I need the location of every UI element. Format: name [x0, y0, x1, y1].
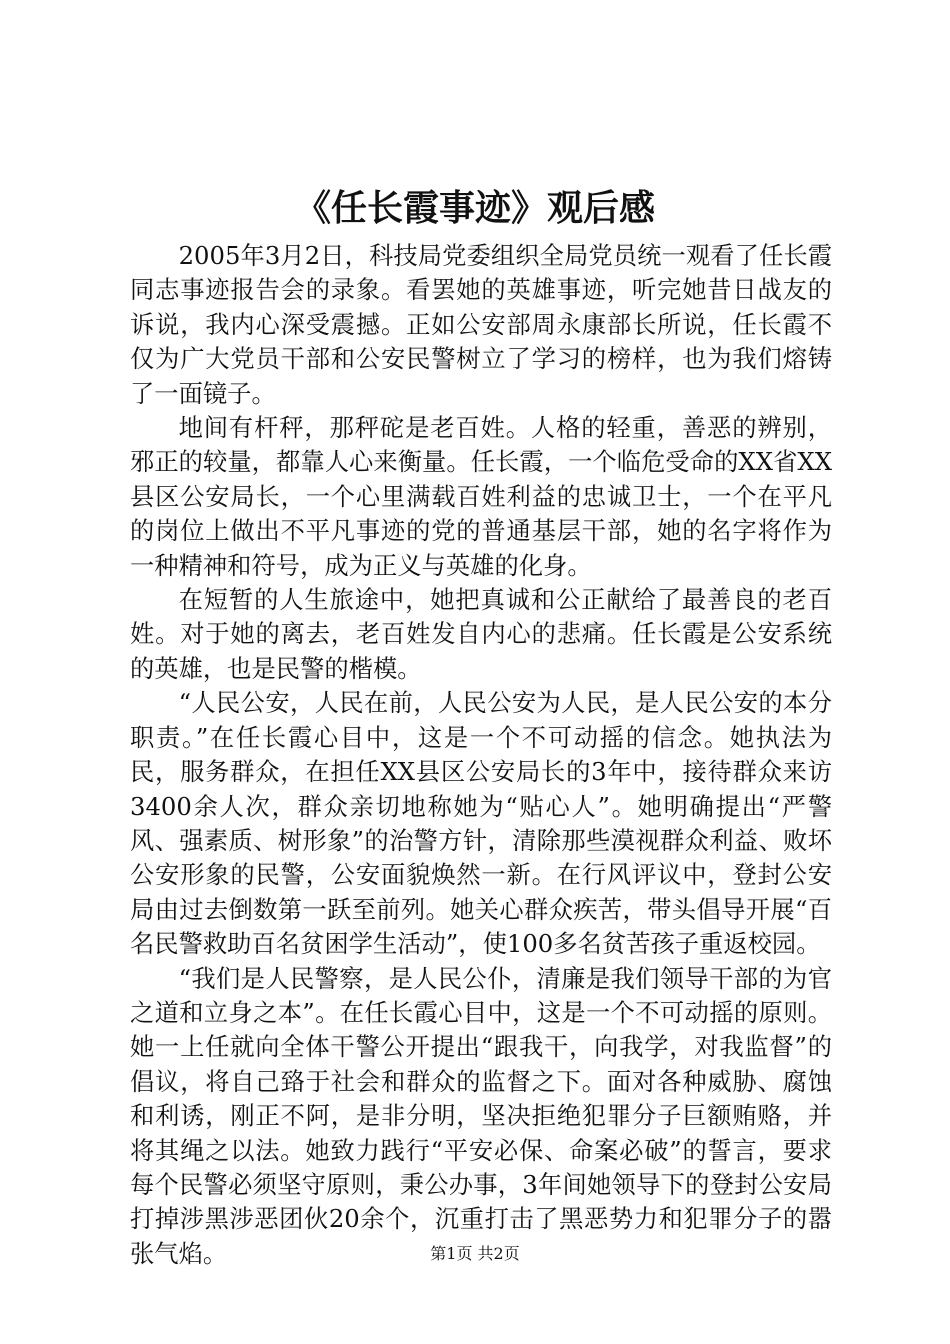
document-title: 《任长霞事迹》观后感 — [294, 187, 655, 229]
paragraph: 地间有杆秤，那秤砣是老百姓。人格的轻重，善恶的辨别，邪正的较量，都靠人心来衡量。任长霞，一个临危受命的XX省XX县区公安局长，一个心里满载百姓利益的忠诚卫士，一个在平凡的岗位上做出不平凡事迹的党的普通基层干部，她的名字将作为一种精神和符号，成为正义与英雄的化身。 — [130, 413, 832, 580]
paragraph: 2005年3月2日，科技局党委组织全局党员统一观看了任长霞同志事迹报告会的录象。看罢她的英雄事迹，听完她昔日战友的诉说，我内心深受震撼。正如公安部周永康部长所说，任长霞不仅为广大党员干部和公安民警树立了学习的榜样，也为我们熔铸了一面镜子。 — [130, 241, 832, 408]
paragraph: “人民公安，人民在前，人民公安为人民，是人民公安的本分职责。”在任长霞心目中，这是一个不可动摇的信念。她执法为民，服务群众，在担任XX县区公安局长的3年中，接待群众来访3400余人次，群众亲切地称她为“贴心人”。她明确提出“严警风、强素质、树形象”的治警方针，清除那些漠视群众利益、败坏公安形象的民警，公安面貌焕然一新。在行风评议中，登封公安局由过去倒数第一跃至前列。她关心群众疾苦，带头倡导开展“百名民警救助百名贫困学生活动”，使100多名贫苦孩子重返校园。 — [130, 688, 832, 959]
paragraph: “我们是人民警察，是人民公仆，清廉是我们领导干部的为官之道和立身之本”。在任长霞心目中，这是一个不可动摇的原则。她一上任就向全体干警公开提出“跟我干，向我学，对我监督”的倡议，将自己臵于社会和群众的监督之下。面对各种威胁、腐蚀和利诱，刚正不阿，是非分明，坚决拒绝犯罪分子巨额贿赂，并将其绳之以法。她致力践行“平安必保、命案必破”的誓言，要求每个民警必须坚守原则，秉公办事，3年间她领导下的登封公安局打掉涉黑涉恶团伙20余个，沉重打击了黑恶势力和犯罪分子的嚣张气焰。 — [130, 963, 832, 1268]
document-body — [130, 239, 832, 1271]
page-footer: 第1页 共2页 — [430, 1244, 520, 1263]
paragraph: 在短暂的人生旅途中，她把真诚和公正献给了最善良的老百姓。对于她的离去，老百姓发自内心的悲痛。任长霞是公安系统的英雄，也是民警的楷模。 — [130, 585, 832, 683]
